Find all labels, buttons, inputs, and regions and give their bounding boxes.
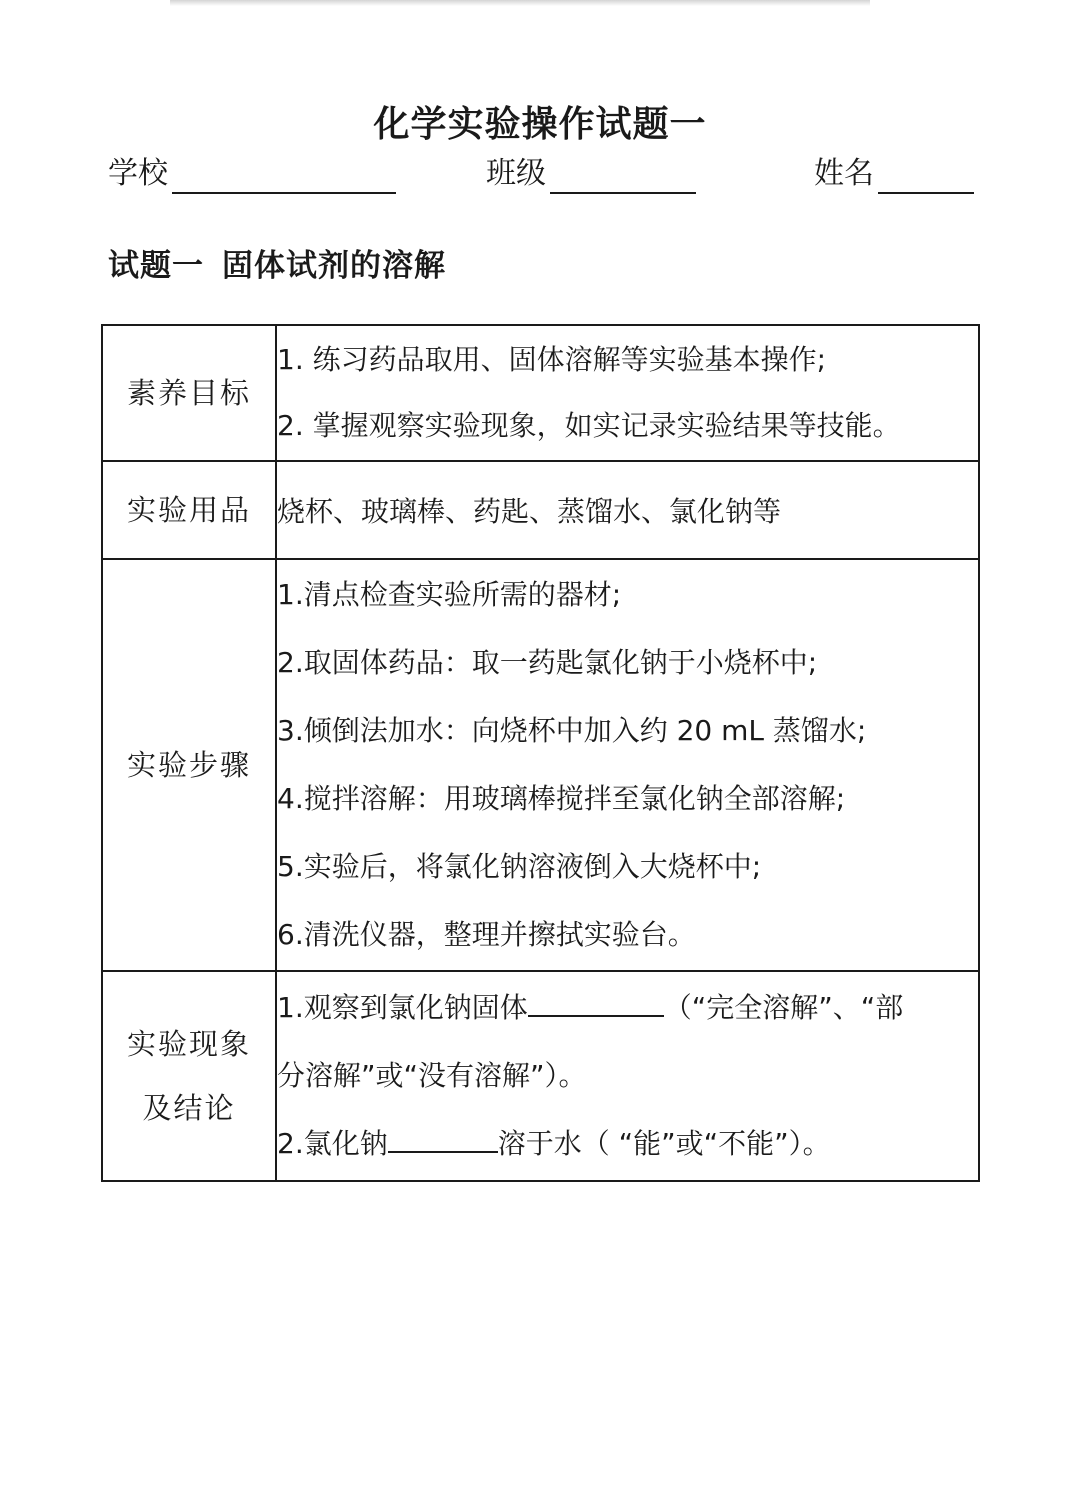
- phenomena-label: [102, 971, 276, 1181]
- step-item: 5.实验后，将氯化钠溶液倒入大烧杯中;: [277, 850, 762, 883]
- q2-answer-blank[interactable]: [388, 1125, 498, 1153]
- q1-prefix: 1.观察到氯化钠固体: [277, 991, 528, 1024]
- goal-item: 2. 掌握观察实验现象，如实记录实验结果等技能。: [277, 409, 901, 442]
- step-item: 1.清点检查实验所需的器材;: [277, 578, 622, 611]
- step-item: 6.清洗仪器，整理并擦拭实验台。: [277, 918, 696, 951]
- question-2: [277, 1110, 978, 1178]
- class-blank[interactable]: [550, 162, 696, 194]
- class-label: 班级: [486, 156, 546, 191]
- section-number: 试题一: [108, 248, 204, 284]
- section-title: [108, 240, 446, 285]
- question-1: [277, 974, 978, 1042]
- experiment-table: [101, 324, 980, 1182]
- table-row-steps: [102, 559, 979, 971]
- materials-content: [276, 461, 979, 559]
- page-title: 化学实验操作试题一: [373, 104, 707, 145]
- table-row-materials: [102, 461, 979, 559]
- section-name: 固体试剂的溶解: [222, 248, 446, 284]
- name-blank[interactable]: [878, 162, 974, 194]
- step-item: 3.倾倒法加水：向烧杯中加入约 20 mL 蒸馏水;: [277, 714, 867, 747]
- school-blank[interactable]: [172, 162, 396, 194]
- school-field[interactable]: [108, 154, 396, 194]
- goals-label: 素养目标: [102, 325, 276, 461]
- q1-answer-blank[interactable]: [528, 989, 664, 1017]
- phenomena-label-line1: 实验现象: [126, 1027, 251, 1061]
- name-label: 姓名: [814, 156, 874, 191]
- step-item: 2.取固体药品：取一药匙氯化钠于小烧杯中;: [277, 646, 818, 679]
- q2-prefix: 2.氯化钠: [277, 1127, 388, 1160]
- q2-suffix: 溶于水（ “能”或“不能”）。: [497, 1127, 831, 1160]
- step-item: 4.搅拌溶解：用玻璃棒搅拌至氯化钠全部溶解;: [277, 782, 846, 815]
- scan-edge-shadow: [170, 0, 870, 6]
- school-label: 学校: [108, 156, 168, 191]
- table-row-phenomena: [102, 971, 979, 1181]
- student-info-row: [0, 154, 1080, 198]
- table-row-goals: [102, 325, 979, 461]
- q1-suffix: （“完全溶解”、“部: [663, 991, 904, 1024]
- materials-text: 烧杯、玻璃棒、药匙、蒸馏水、氯化钠等: [277, 495, 782, 528]
- name-field[interactable]: [814, 154, 974, 194]
- phenomena-label-line2: 及结论: [142, 1091, 236, 1125]
- question-1-continued: 分溶解”或“没有溶解”）。: [277, 1059, 587, 1092]
- phenomena-content: [276, 971, 979, 1181]
- goals-content: [276, 325, 979, 461]
- materials-label: 实验用品: [102, 461, 276, 559]
- steps-label: 实验步骤: [102, 559, 276, 971]
- class-field[interactable]: [486, 154, 696, 194]
- steps-content: [276, 559, 979, 971]
- goal-item: 1. 练习药品取用、固体溶解等实验基本操作;: [277, 343, 827, 376]
